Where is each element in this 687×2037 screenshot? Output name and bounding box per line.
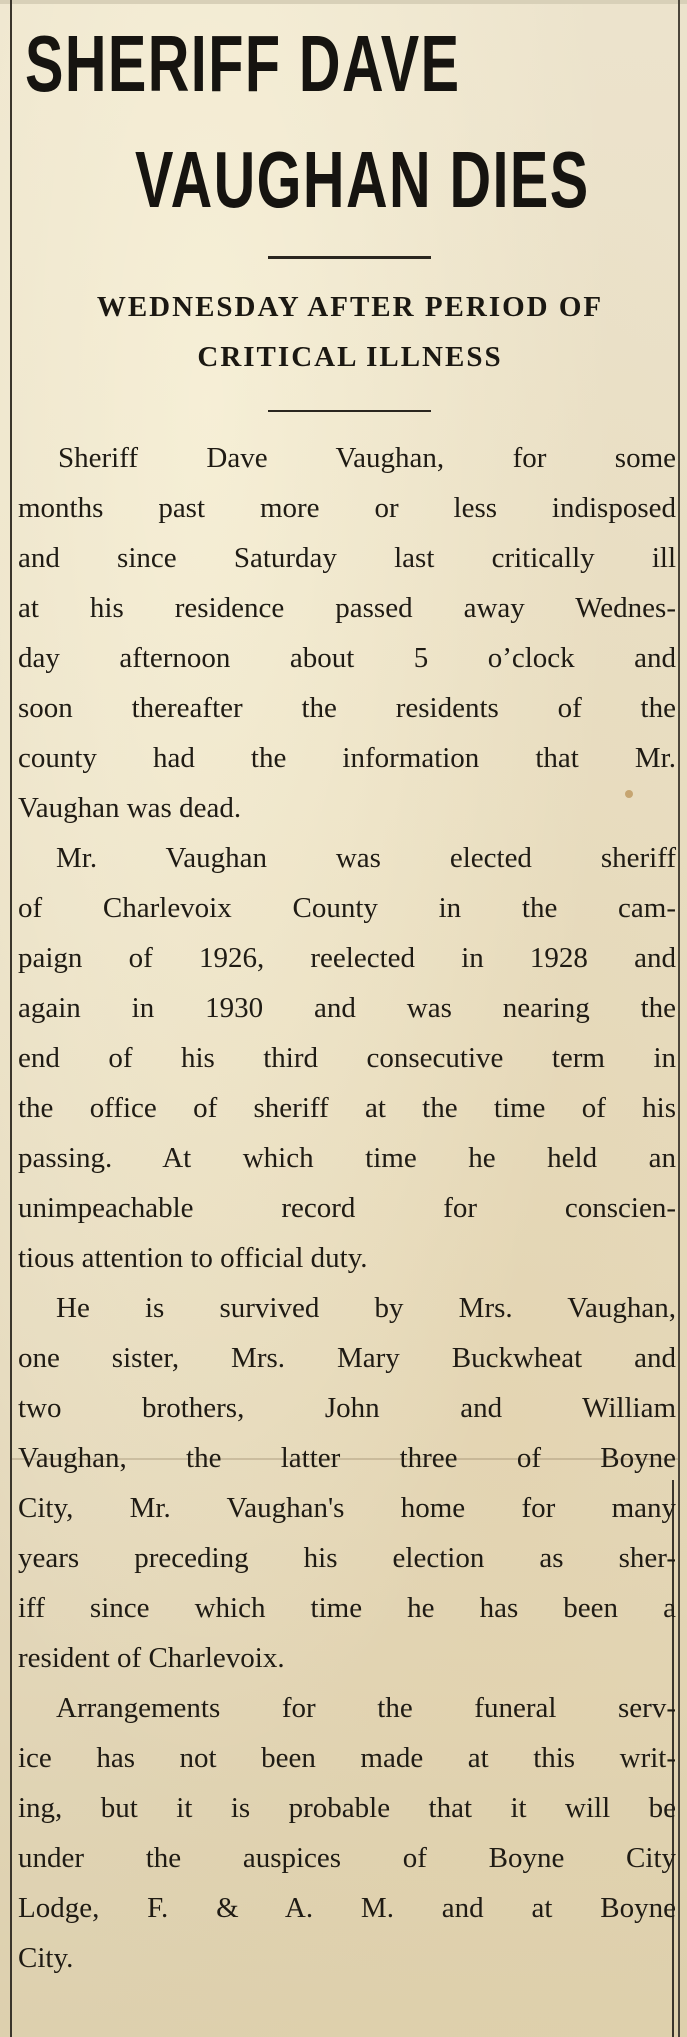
headline-line-1: SHERIFF DAVE	[25, 19, 461, 108]
article-line: county had the information that Mr.	[18, 742, 676, 774]
article-line: He is survived by Mrs. Vaughan,	[56, 1292, 676, 1324]
divider-rule-top	[268, 256, 431, 259]
subheadline-line-1: WEDNESDAY AFTER PERIOD OF	[96, 291, 604, 323]
article-line: soon thereafter the residents of the	[18, 692, 676, 724]
article-line: of Charlevoix County in the cam-	[18, 892, 676, 924]
article-line: resident of Charlevoix.	[18, 1642, 285, 1674]
article-line: Vaughan, the latter three of Boyne	[18, 1442, 676, 1474]
divider-rule-bottom	[268, 410, 431, 412]
article-line: ice has not been made at this writ-	[18, 1742, 676, 1774]
article-line: one sister, Mrs. Mary Buckwheat and	[18, 1342, 676, 1374]
article-line: Vaughan was dead.	[18, 792, 242, 824]
article-line: under the auspices of Boyne City	[18, 1842, 676, 1874]
article-line: again in 1930 and was nearing the	[18, 992, 676, 1024]
article-line: City, Mr. Vaughan's home for many	[18, 1492, 676, 1524]
headline-line-2: VAUGHAN DIES	[135, 135, 590, 224]
article-line: iff since which time he has been a	[18, 1592, 676, 1624]
article-line: years preceding his election as sher-	[18, 1542, 676, 1574]
article-line: unimpeachable record for conscien-	[18, 1192, 676, 1224]
article-line: Lodge, F. & A. M. and at Boyne	[18, 1892, 676, 1924]
article-line: tious attention to official duty.	[18, 1242, 368, 1274]
article-line: at his residence passed away Wednes-	[18, 592, 676, 624]
article-line: months past more or less indisposed	[18, 492, 676, 524]
article-line: passing. At which time he held an	[18, 1142, 676, 1174]
article-line: and since Saturday last critically ill	[18, 542, 676, 574]
article-line: two brothers, John and William	[18, 1392, 676, 1424]
article-line: day afternoon about 5 o’clock and	[18, 642, 676, 674]
article-line: ing, but it is probable that it will be	[18, 1792, 676, 1824]
subheadline-line-2: CRITICAL ILLNESS	[197, 341, 503, 373]
article-line: end of his third consecutive term in	[18, 1042, 676, 1074]
article-line: paign of 1926, reelected in 1928 and	[18, 942, 676, 974]
article-line: Arrangements for the funeral serv-	[56, 1692, 676, 1724]
article-line: Sheriff Dave Vaughan, for some	[58, 442, 676, 474]
article-line: City.	[18, 1942, 74, 1974]
article-body	[18, 433, 676, 1983]
top-edge	[0, 0, 687, 4]
article-line: the office of sheriff at the time of his	[18, 1092, 676, 1124]
article-line: Mr. Vaughan was elected sheriff	[56, 842, 676, 874]
column-border-left	[10, 0, 12, 2037]
